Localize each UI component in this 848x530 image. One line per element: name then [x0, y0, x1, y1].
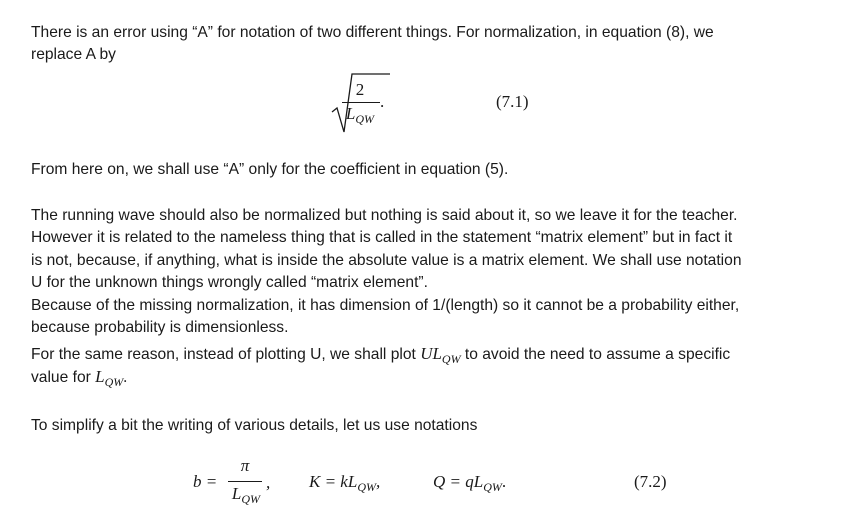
paragraph-plot-note — [31, 343, 831, 390]
eq72-k-expression: $K = kL_{QW}$, — [309, 472, 381, 494]
text-line: is not, because, if anything, what is inside the absolute value is a matrix element. We shall use notation — [31, 251, 742, 269]
text-line: because probability is dimensionless. — [31, 319, 289, 337]
equation-number-7-2: (7.2) — [634, 472, 667, 491]
math-l: L — [95, 367, 105, 387]
math-period: . — [123, 369, 128, 387]
equation-number-7-1: (7.1) — [496, 92, 529, 111]
eq72-q-expression: $Q = qL_{QW}$. — [433, 472, 507, 494]
eq71-numerator: 2 — [355, 80, 365, 99]
eq72-b-lhs: b = — [193, 472, 218, 491]
eq72-b-comma: , — [266, 473, 271, 492]
fraction-bar — [342, 102, 380, 103]
eq71-trailing-period: . — [380, 92, 385, 111]
paragraph-dimension — [31, 295, 831, 340]
eq72-b-numerator: π — [240, 456, 250, 475]
eq71-denominator: $L_{QW}$ — [345, 104, 375, 126]
math-subscript: QW — [104, 375, 124, 390]
text-line: There is an error using “A” for notation of two different things. For normalization, in equation (8), we — [31, 24, 714, 41]
text-segment: For the same reason, instead of plotting U, we shall plot — [31, 346, 421, 363]
math-ul: UL — [420, 344, 442, 363]
text-line: To simplify a bit the writing of various details, let us use notations — [31, 417, 478, 434]
text-segment: value for — [31, 369, 96, 387]
text-line: U for the unknown things wrongly called “matrix element”. — [31, 274, 428, 292]
math-subscript: QW — [441, 352, 461, 366]
paragraph-notations — [31, 415, 831, 437]
paragraph-normalization-intro — [31, 22, 831, 67]
text-segment: to avoid the need to assume a specific — [460, 346, 731, 363]
text-line: From here on, we shall use “A” only for the coefficient in equation (5). — [31, 161, 509, 178]
text-line: replace A by — [31, 46, 116, 64]
text-line: The running wave should also be normalized but nothing is said about it, so we leave it for the teacher. — [31, 207, 738, 224]
paragraph-running-wave — [31, 205, 831, 295]
text-line: However it is related to the nameless thing that is called in the statement “matrix element” but in fact it — [31, 229, 733, 247]
fraction-bar — [228, 481, 262, 482]
eq72-b-denominator: $L_{QW}$ — [231, 484, 261, 506]
paragraph-coefficient-note — [31, 159, 831, 181]
text-line: Because of the missing normalization, it has dimension of 1/(length) so it cannot be a probability either, — [31, 297, 740, 314]
